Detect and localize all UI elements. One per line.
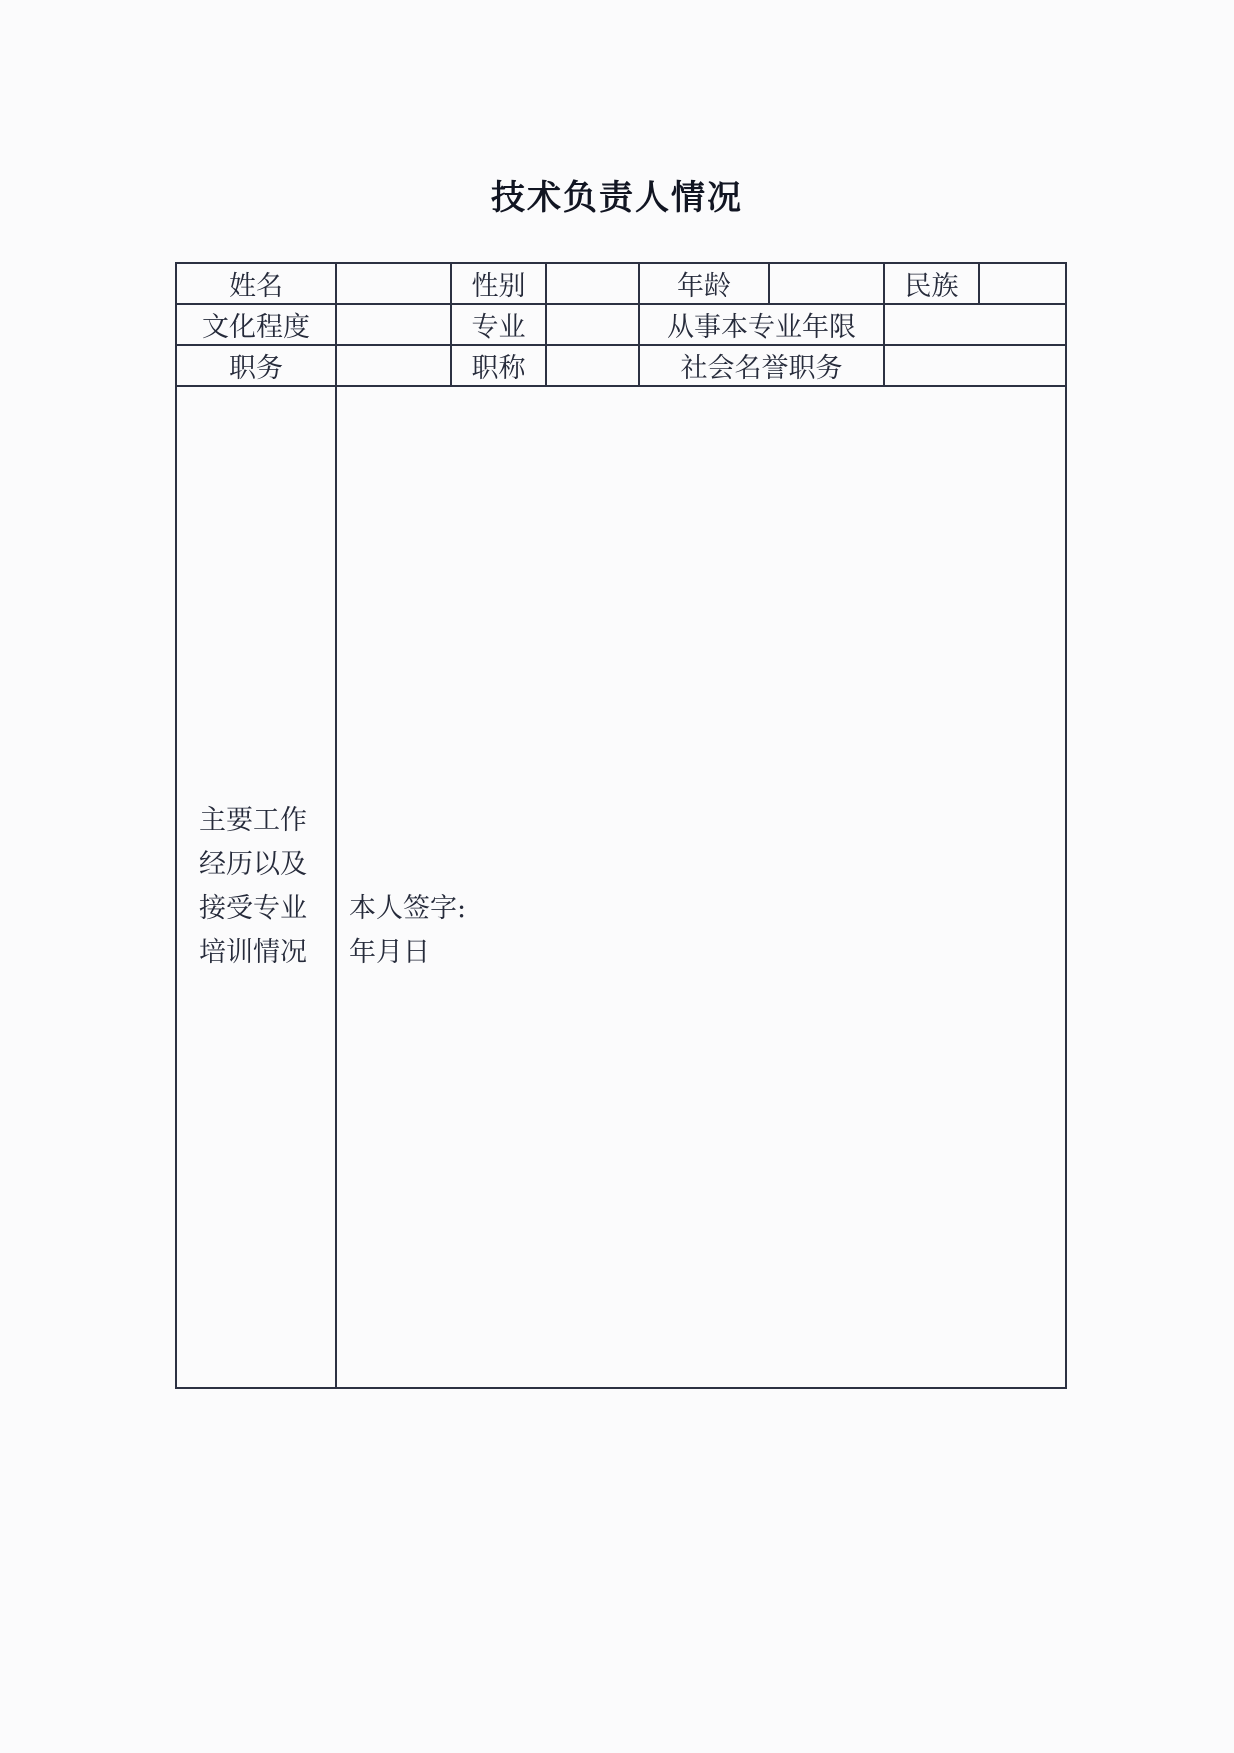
experience-label-line: 经历以及 <box>199 849 307 880</box>
professional-title-label: 职称 <box>451 345 546 386</box>
form-row-education <box>176 304 1066 345</box>
major-label: 专业 <box>451 304 546 345</box>
professional-title-field[interactable] <box>546 345 639 386</box>
form-row-basic <box>176 263 1066 304</box>
age-label: 年龄 <box>639 263 769 304</box>
honorary-position-field[interactable] <box>884 345 1066 386</box>
position-field[interactable] <box>336 345 451 386</box>
experience-label-line: 主要工作 <box>199 805 307 836</box>
ethnicity-field[interactable] <box>979 263 1066 304</box>
major-field[interactable] <box>546 304 639 345</box>
form-row-experience <box>176 386 1066 1388</box>
experience-label-line: 培训情况 <box>199 937 307 968</box>
position-label: 职务 <box>176 345 336 386</box>
gender-field[interactable] <box>546 263 639 304</box>
education-label: 文化程度 <box>176 304 336 345</box>
page-title: 技术负责人情况 <box>491 178 743 218</box>
name-field[interactable] <box>336 263 451 304</box>
education-field[interactable] <box>336 304 451 345</box>
honorary-position-label: 社会名誉职务 <box>639 345 884 386</box>
gender-label: 性别 <box>451 263 546 304</box>
experience-label <box>176 386 336 1388</box>
name-label: 姓名 <box>176 263 336 304</box>
signature-label: 本人签字: <box>349 893 467 924</box>
ethnicity-label: 民族 <box>884 263 979 304</box>
form-row-position <box>176 345 1066 386</box>
experience-label-line: 接受专业 <box>199 893 307 924</box>
personnel-form-table <box>175 262 1067 1389</box>
age-field[interactable] <box>769 263 884 304</box>
years-in-field-label: 从事本专业年限 <box>639 304 884 345</box>
years-in-field-field[interactable] <box>884 304 1066 345</box>
experience-field[interactable] <box>336 386 1066 1388</box>
date-label: 年月日 <box>349 937 430 968</box>
